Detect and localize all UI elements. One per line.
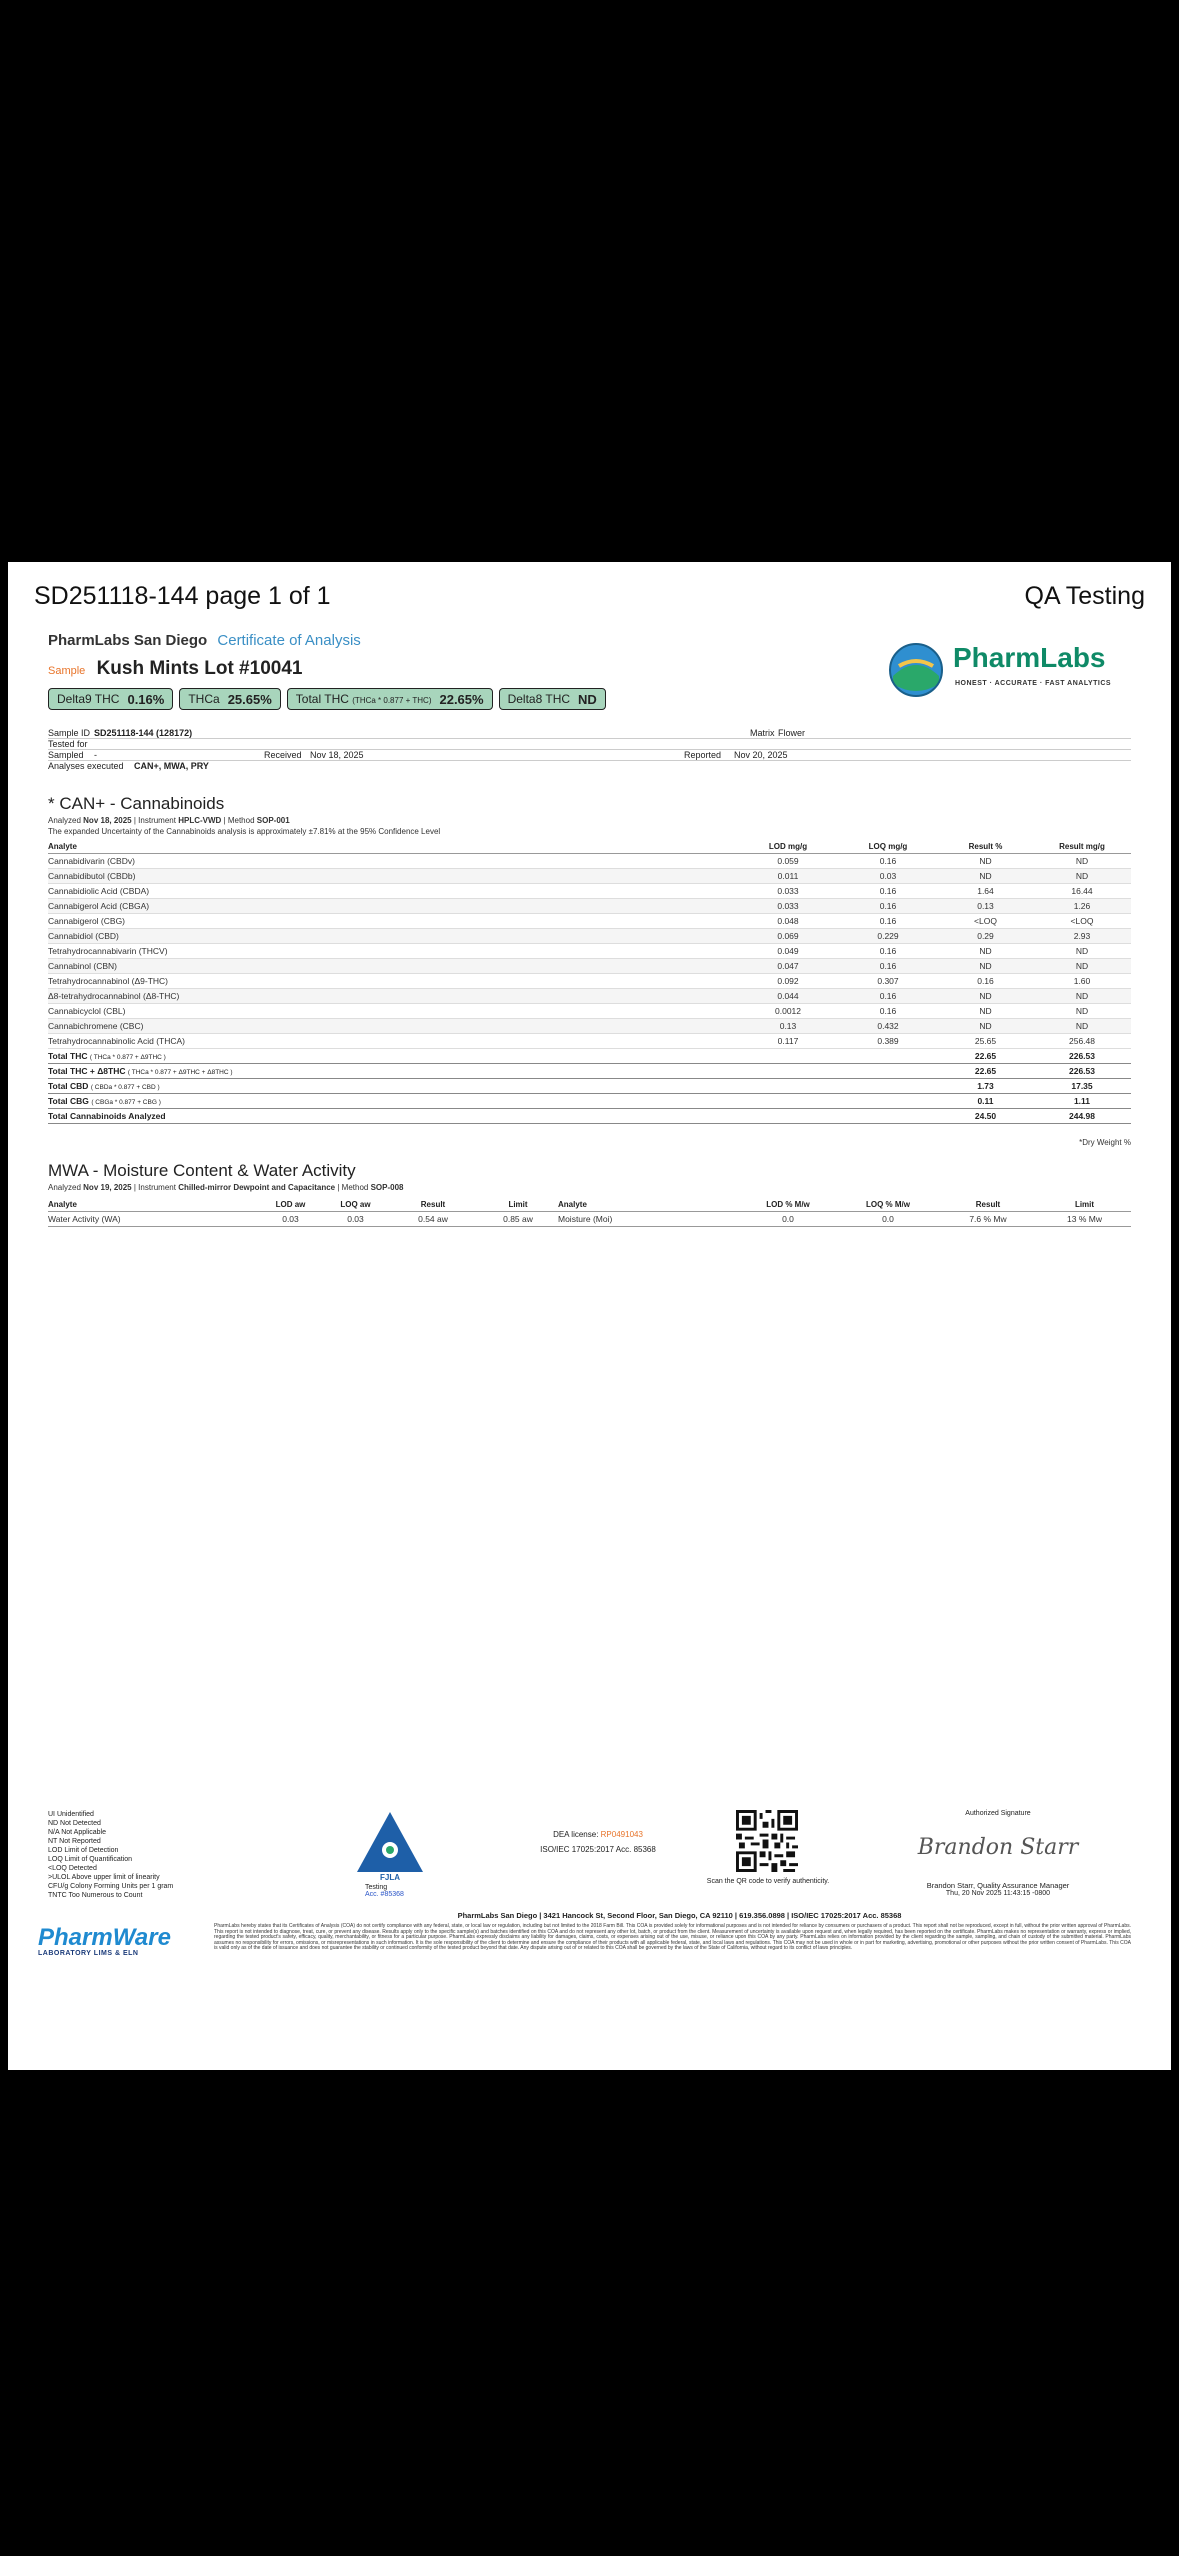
table-row: Tetrahydrocannabinolic Acid (THCA) 0.117 0.389 25.65 256.48 [48,1034,1131,1049]
table-row: Cannabidivarin (CBDv) 0.059 0.16 ND ND [48,854,1131,869]
signature-date: Thu, 20 Nov 2025 11:43:15 -0800 [945,1890,1051,1897]
info-row: Tested for [48,739,1131,750]
coa-document [8,562,1171,2070]
pharmware-logo: PharmWare LABORATORY LIMS & ELN [38,1924,171,1957]
table-row: Δ8-tetrahydrocannabinol (Δ8-THC) 0.044 0.16 ND ND [48,989,1131,1004]
page-header [34,582,1145,622]
table-row: Cannabidiolic Acid (CBDA) 0.033 0.16 1.64 16.44 [48,884,1131,899]
qa-label: QA Testing [1024,582,1145,610]
total-row: Total THC ( THCa * 0.877 + Δ9THC ) 22.65 226.53 [48,1049,1131,1064]
pill-delta8 [499,688,606,710]
cannabinoids-meta: Analyzed Nov 18, 2025 | Instrument HPLC-VWD | Method SOP-001 [48,816,290,825]
logo-text: PharmLabs [953,642,1106,673]
total-row: Total CBG ( CBGa * 0.877 + CBG ) 0.11 1.11 [48,1094,1131,1109]
pill-value: 0.16% [127,691,165,707]
total-row: Total THC + Δ8THC ( THCa * 0.877 + Δ9THC + Δ8THC ) 22.65 226.53 [48,1064,1131,1079]
pill-value: ND [578,691,597,707]
info-row: Analyses executed CAN+, MWA, PRY [48,761,209,771]
pharmlabs-logo [881,632,1131,702]
sample-info [48,728,1131,772]
table-row: Cannabidiol (CBD) 0.069 0.229 0.29 2.93 [48,929,1131,944]
qr-code-icon [736,1810,798,1872]
table-row: Cannabicyclol (CBL) 0.0012 0.16 ND ND [48,1004,1131,1019]
cannabinoids-title: * CAN+ - Cannabinoids [48,794,225,813]
doc-type: Certificate of Analysis [217,632,361,649]
dea-license: DEA license: RP0491043 ISO/IEC 17025:2017 Acc. 85368 [540,1830,656,1854]
fjla-triangle-icon [355,1810,425,1880]
table-row: Cannabinol (CBN) 0.047 0.16 ND ND [48,959,1131,974]
pill-value: 22.65% [439,691,484,707]
disclaimer: PharmLabs hereby states that its Certificates of Analysis (COA) do not certify compliance with any federal, state, or local law or regulation, including but not limited to the 2018 Farm Bill. This COA is provided solely for informational purposes and is not intended for reliance by consumers or purchasers of a product. This report shall not be reproduced, except in full, without the prior written approval of PharmLabs. This report is not intended to diagnose, treat, cure, or prevent any disease. Results apply only to the specific sample(s) and batches identified on this COA and do not represent any other lot, batch, or product from the client. Measurement of uncertainty is available upon request and, when legally required, has been reported on the certificate. PharmLabs makes no representation or warranty, express or implied, regarding the tested product's safety, efficacy, quality, merchantability, or fitness for a particular purpose. PharmLabs expressly disclaims any liability for damages, claims, costs, or expenses arising out of the use, misuse, or reliance upon this COA by any party. PharmLabs relies on information provided by the client regarding the sample, sampling, and chain of custody of the submitted material. PharmLabs assumes no responsibility for errors, omissions, or misrepresentations in such information. It is the sole responsibility of the client to determine and ensure the compliance of their products with all applicable federal, state, and local laws and regulations. This COA may not be used in whole or in part for marketing, advertising, promotional or other purposes without the prior written consent of PharmLabs. This COA is valid only as of the date of issuance and does not guarantee the stability or continued conformity of the tested product beyond that date. Any dispute arising out of or related to this COA shall be governed by the laws of the State of California, without regard to its conflict of laws principles. [214,1923,1131,1952]
abbreviation-legend: UI Unidentified ND Not Detected N/A Not Applicable NT Not Reported LOD Limit of Detection LOQ Limit of Quantification <LOQ Detected >ULOL Above upper limit of linearity CFU/g Colony Forming Units per 1 gram TNTC Too Numerous to Count [48,1811,174,1899]
pill-label: THCa [188,692,220,706]
moisture-title: MWA - Moisture Content & Water Activity [48,1161,356,1180]
pill-label: Delta8 THC [507,692,571,706]
signer-name: Brandon Starr, Quality Assurance Manager [926,1881,1070,1890]
sample-name: Kush Mints Lot #10041 [96,658,303,679]
sample-tag: Sample [48,665,86,677]
page-title: SD251118-144 page 1 of 1 [34,582,331,610]
dry-weight-note: *Dry Weight % [1079,1138,1131,1147]
pill-thca [179,688,280,710]
lab-line [48,632,361,649]
globe-icon [881,632,951,702]
svg-text:FJLA: FJLA [380,1873,400,1880]
moisture-meta: Analyzed Nov 19, 2025 | Instrument Chilled-mirror Dewpoint and Capacitance | Method SOP-008 [48,1183,404,1192]
pill-total-thc [287,688,493,710]
moisture-table [48,1199,1131,1227]
summary-pills [48,688,606,710]
lab-address: PharmLabs San Diego | 3421 Hancock St, Second Floor, San Diego, CA 92110 | 619.356.0898 | ISO/IEC 17025:2017 Acc. 85368 [457,1911,902,1920]
table-header: Analyte LOD aw LOQ aw Result Limit Analyte LOD % M/w LOQ % M/w Result Limit [48,1199,1131,1212]
logo-tagline: HONEST · ACCURATE · FAST ANALYTICS [955,680,1112,687]
total-row: Total CBD ( CBDa * 0.877 + CBD ) 1.73 17.35 [48,1079,1131,1094]
table-row: Water Activity (WA) 0.03 0.03 0.54 aw 0.85 aw Moisture (Moi) 0.0 0.0 7.6 % Mw 13 % Mw [48,1212,1131,1227]
qr-caption: Scan the QR code to verify authenticity. [706,1878,830,1885]
sample-line [48,658,302,680]
info-row: Sampled - Received Nov 18, 2025 Reported Nov 20, 2025 [48,750,1131,761]
table-row: Tetrahydrocannabivarin (THCV) 0.049 0.16 ND ND [48,944,1131,959]
uncertainty-note: The expanded Uncertainty of the Cannabinoids analysis is approximately ±7.81% at the 95% Confidence Level [48,827,441,836]
cannabinoids-table [48,841,1131,1124]
table-row: Cannabidibutol (CBDb) 0.011 0.03 ND ND [48,869,1131,884]
table-row: Cannabigerol (CBG) 0.048 0.16 <LOQ <LOQ [48,914,1131,929]
pill-label: Delta9 THC [57,692,120,706]
table-row: Cannabigerol Acid (CBGA) 0.033 0.16 0.13 1.26 [48,899,1131,914]
signature-block [898,1810,1098,1897]
total-row: Total Cannabinoids Analyzed 24.50 244.98 [48,1109,1131,1124]
pill-value: 25.65% [227,691,272,707]
signature-image: Brandon Starr [917,1835,1079,1860]
fjla-accreditation: Testing Acc. #85368 [365,1884,404,1898]
table-header: Analyte LOD mg/g LOQ mg/g Result % Result mg/g [48,841,1131,854]
fjla-logo [355,1810,425,1890]
signature-label: Authorized Signature [965,1810,1031,1817]
lab-name: PharmLabs San Diego [48,632,208,649]
pill-delta9 [48,688,173,710]
table-row: Cannabichromene (CBC) 0.13 0.432 ND ND [48,1019,1131,1034]
pill-label: Total THC (THCa * 0.877 + THC) [295,692,432,706]
info-row: Sample ID SD251118-144 (128172) Matrix Flower [48,728,1131,739]
table-row: Tetrahydrocannabinol (Δ9-THC) 0.092 0.307 0.16 1.60 [48,974,1131,989]
